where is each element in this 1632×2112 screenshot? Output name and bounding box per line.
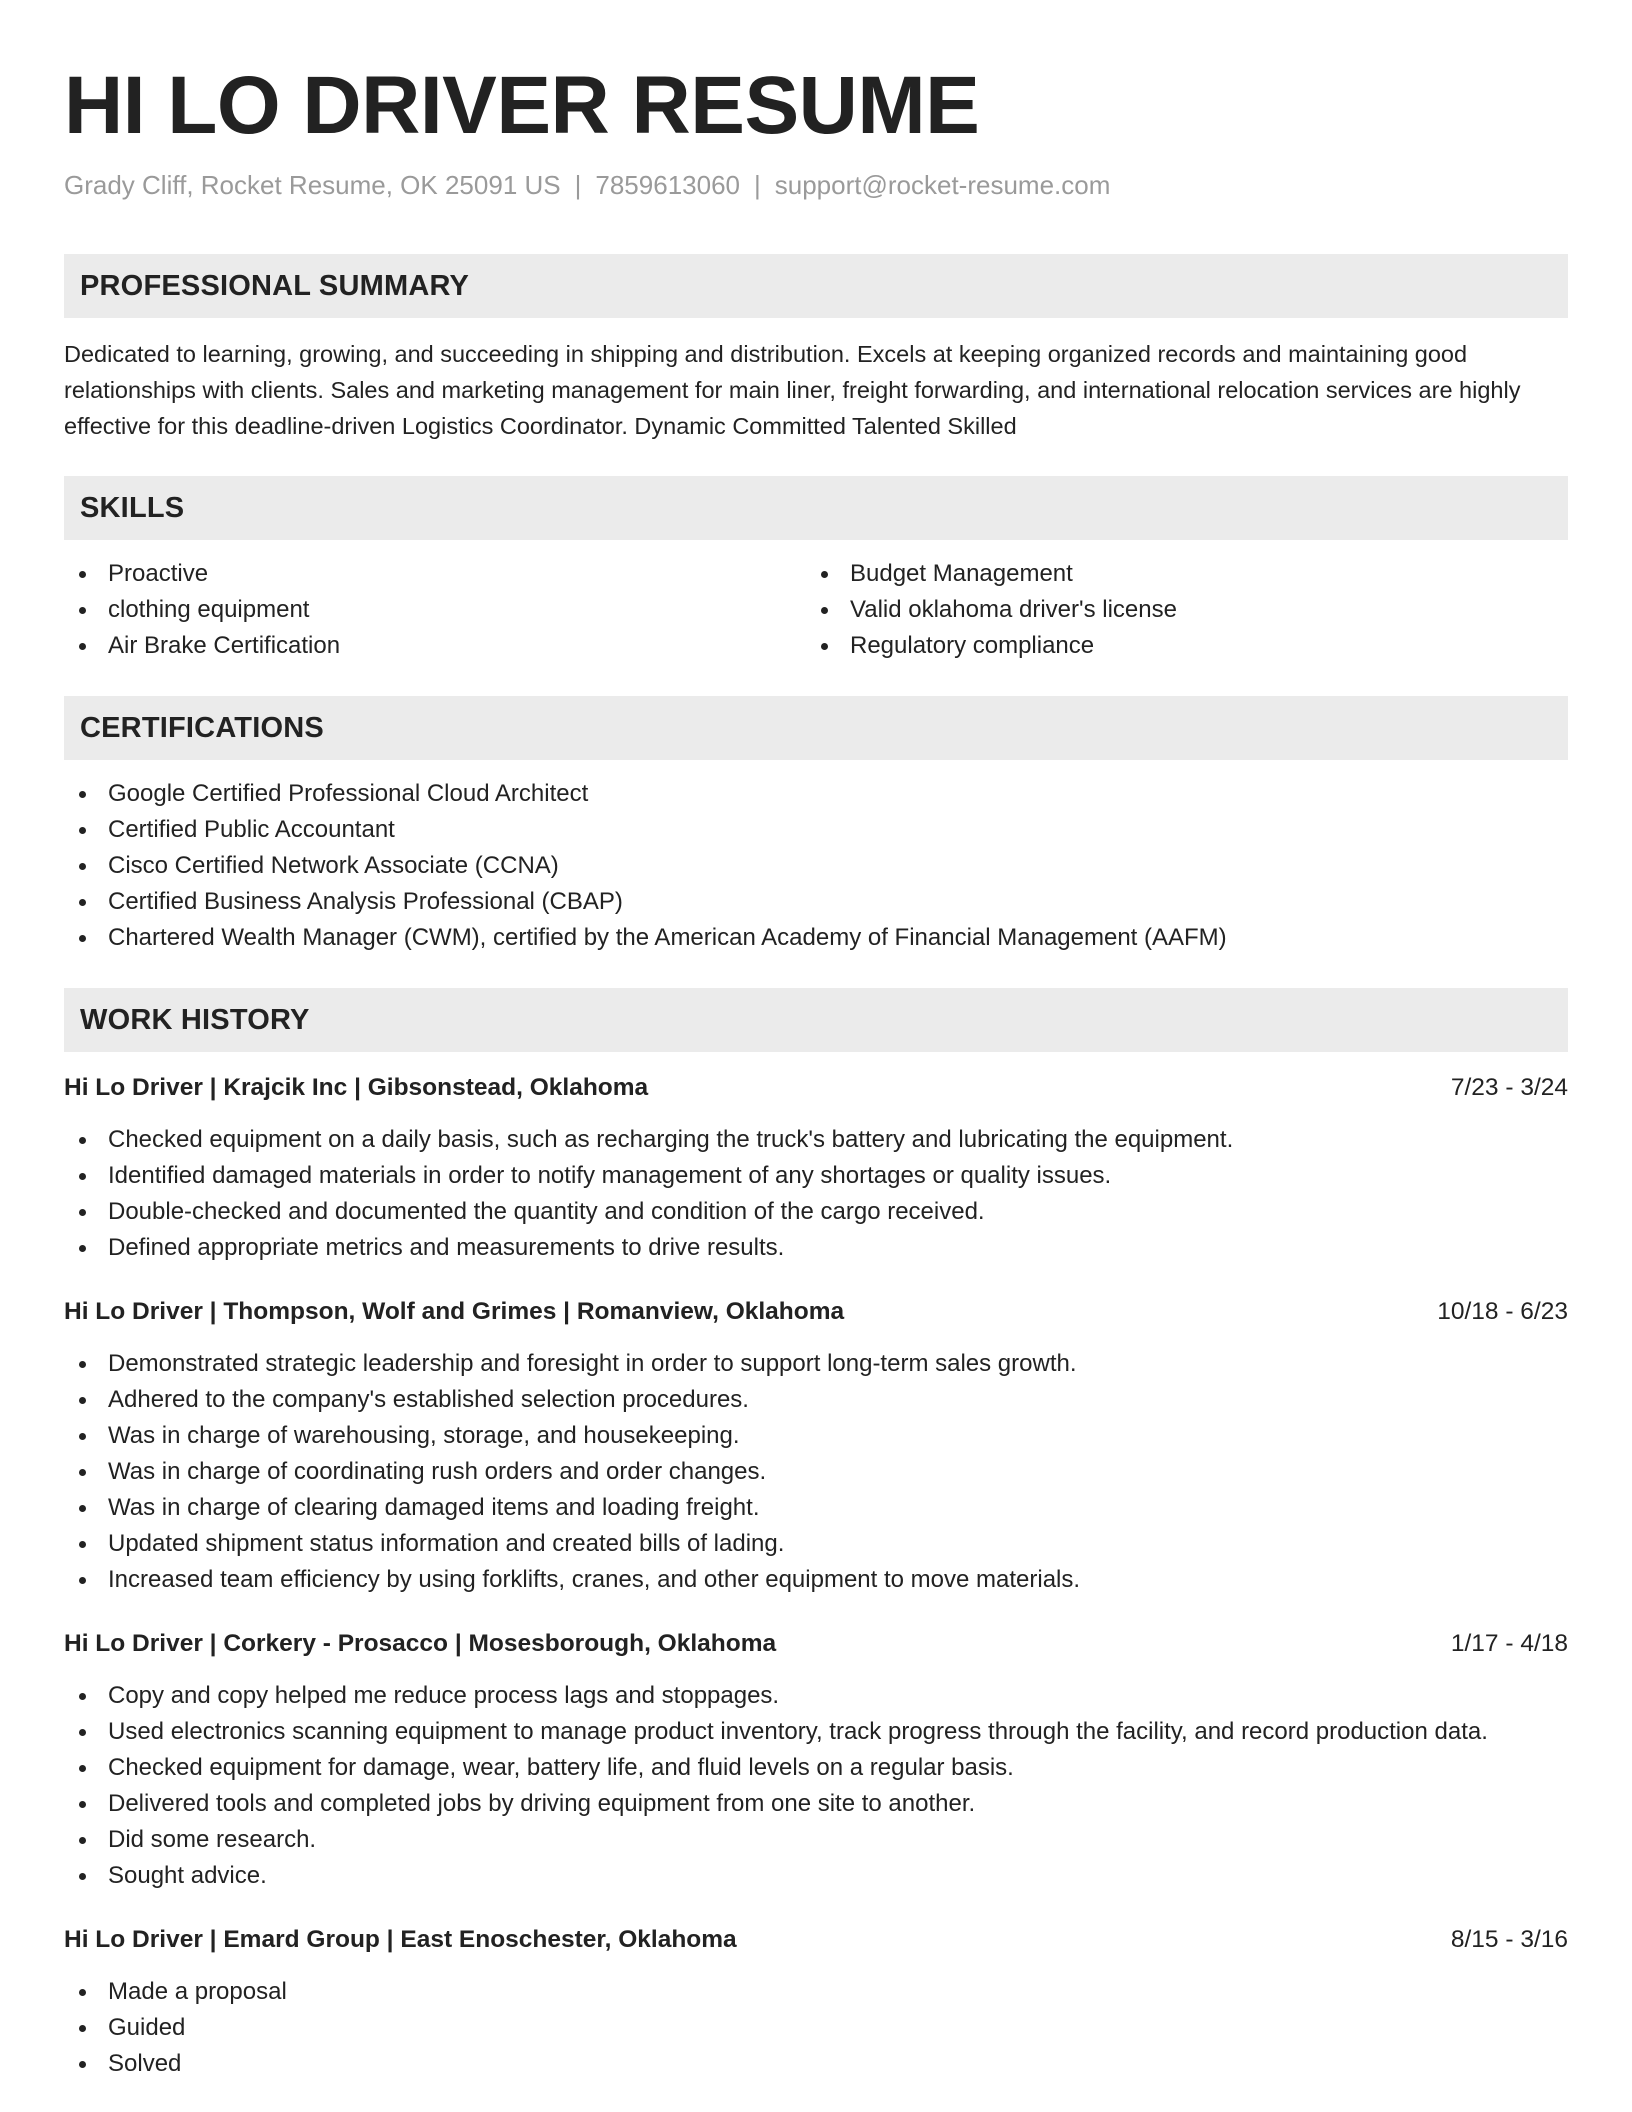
job-bullet: Guided: [64, 2010, 1568, 2046]
bullet-icon: [79, 1989, 86, 1996]
resume-title: HI LO DRIVER RESUME: [64, 60, 980, 151]
contact-phone: 7859613060: [595, 170, 740, 200]
bullet-icon: [79, 1765, 86, 1772]
bullet-icon: [79, 1801, 86, 1808]
section-title-work-history: WORK HISTORY: [80, 1003, 310, 1036]
job-bullets: [64, 1678, 1568, 1894]
resume-page: [64, 0, 1568, 2082]
job-entry: [64, 1626, 1568, 1894]
bullet-icon: [79, 1469, 86, 1476]
skill-item: clothing equipment: [64, 592, 806, 628]
job-bullet: Sought advice.: [64, 1858, 1568, 1894]
bullet-icon: [79, 1693, 86, 1700]
contact-email: support@rocket-resume.com: [774, 170, 1111, 200]
bullet-icon: [79, 1245, 86, 1252]
skills-list-right: [806, 556, 1548, 664]
job-bullet: Made a proposal: [64, 1974, 1568, 2010]
job-entry: [64, 1294, 1568, 1598]
job-header: [64, 1070, 1568, 1106]
section-header-summary: [64, 254, 1568, 318]
bullet-icon: [821, 571, 828, 578]
contact-address: Grady Cliff, Rocket Resume, OK 25091 US: [64, 170, 561, 200]
skills-list-left: [64, 556, 806, 664]
bullet-icon: [79, 1397, 86, 1404]
contact-separator: |: [754, 170, 761, 200]
bullet-icon: [79, 1505, 86, 1512]
bullet-icon: [79, 827, 86, 834]
bullet-icon: [79, 2025, 86, 2032]
skill-item: Air Brake Certification: [64, 628, 806, 664]
bullet-icon: [79, 2061, 86, 2068]
job-entry: [64, 1070, 1568, 1266]
bullet-icon: [79, 1729, 86, 1736]
bullet-icon: [79, 1433, 86, 1440]
skill-item: Regulatory compliance: [806, 628, 1548, 664]
skill-item: Valid oklahoma driver's license: [806, 592, 1548, 628]
certification-item: Certified Business Analysis Professional (CBAP): [64, 884, 1568, 920]
certification-item: Google Certified Professional Cloud Architect: [64, 776, 1568, 812]
job-entry: [64, 1922, 1568, 2082]
job-title: Hi Lo Driver | Emard Group | East Enoschester, Oklahoma: [64, 1926, 737, 1953]
job-dates: 10/18 - 6/23: [1437, 1298, 1568, 1325]
section-title-skills: SKILLS: [80, 491, 185, 524]
job-title: Hi Lo Driver | Corkery - Prosacco | Mosesborough, Oklahoma: [64, 1630, 777, 1657]
job-bullet: Adhered to the company's established selection procedures.: [64, 1382, 1568, 1418]
bullet-icon: [79, 1577, 86, 1584]
job-header: [64, 1294, 1568, 1330]
job-bullets: [64, 1122, 1568, 1266]
job-bullet: Was in charge of clearing damaged items and loading freight.: [64, 1490, 1568, 1526]
job-bullets: [64, 1974, 1568, 2082]
bullet-icon: [79, 1173, 86, 1180]
job-bullet: Demonstrated strategic leadership and foresight in order to support long-term sales growth.: [64, 1346, 1568, 1382]
section-header-work-history: [64, 988, 1568, 1052]
job-bullet: Checked equipment on a daily basis, such as recharging the truck's battery and lubricating the equipment.: [64, 1122, 1568, 1158]
job-header: [64, 1626, 1568, 1662]
section-title-summary: PROFESSIONAL SUMMARY: [80, 269, 470, 302]
bullet-icon: [821, 607, 828, 614]
certifications-list: [64, 776, 1568, 956]
job-title: Hi Lo Driver | Thompson, Wolf and Grimes | Romanview, Oklahoma: [64, 1298, 845, 1325]
bullet-icon: [79, 607, 86, 614]
job-dates: 1/17 - 4/18: [1450, 1630, 1568, 1657]
job-bullet: Checked equipment for damage, wear, battery life, and fluid levels on a regular basis.: [64, 1750, 1568, 1786]
bullet-icon: [79, 791, 86, 798]
bullet-icon: [79, 1361, 86, 1368]
bullet-icon: [79, 1137, 86, 1144]
bullet-icon: [79, 643, 86, 650]
summary-text: Dedicated to learning, growing, and succeeding in shipping and distribution. Excels at keeping organized records and maintaining good relationships with clients. Sales and marketing management for main liner, freight forwarding, and international relocation services are highly effective for this deadline-driven Logistics Coordinator. Dynamic Committed Talented Skilled: [64, 341, 1521, 439]
job-bullet: Identified damaged materials in order to notify management of any shortages or quality issues.: [64, 1158, 1568, 1194]
section-header-skills: [64, 476, 1568, 540]
section-title-certifications: CERTIFICATIONS: [80, 711, 324, 744]
bullet-icon: [79, 1541, 86, 1548]
contact-line: [64, 168, 1568, 202]
job-bullets: [64, 1346, 1568, 1598]
job-bullet: Used electronics scanning equipment to manage product inventory, track progress through the facility, and record production data.: [64, 1714, 1568, 1750]
bullet-icon: [79, 1209, 86, 1216]
bullet-icon: [79, 1837, 86, 1844]
skill-item: Proactive: [64, 556, 806, 592]
certification-item: Certified Public Accountant: [64, 812, 1568, 848]
job-bullet: Delivered tools and completed jobs by driving equipment from one site to another.: [64, 1786, 1568, 1822]
bullet-icon: [79, 571, 86, 578]
job-bullet: Increased team efficiency by using forklifts, cranes, and other equipment to move materials.: [64, 1562, 1568, 1598]
job-dates: 7/23 - 3/24: [1450, 1074, 1568, 1101]
certification-item: Cisco Certified Network Associate (CCNA): [64, 848, 1568, 884]
job-bullet: Copy and copy helped me reduce process lags and stoppages.: [64, 1678, 1568, 1714]
job-bullet: Did some research.: [64, 1822, 1568, 1858]
job-bullet: Was in charge of warehousing, storage, and housekeeping.: [64, 1418, 1568, 1454]
bullet-icon: [79, 935, 86, 942]
section-header-certifications: [64, 696, 1568, 760]
job-bullet: Solved: [64, 2046, 1568, 2082]
bullet-icon: [79, 1873, 86, 1880]
skill-item: Budget Management: [806, 556, 1548, 592]
job-title: Hi Lo Driver | Krajcik Inc | Gibsonstead, Oklahoma: [64, 1074, 649, 1101]
skills-grid: [64, 556, 1568, 664]
certification-item: Chartered Wealth Manager (CWM), certified by the American Academy of Financial Management (AAFM): [64, 920, 1568, 956]
job-bullet: Updated shipment status information and created bills of lading.: [64, 1526, 1568, 1562]
contact-separator: |: [574, 170, 582, 200]
bullet-icon: [79, 863, 86, 870]
bullet-icon: [821, 643, 828, 650]
bullet-icon: [79, 899, 86, 906]
job-bullet: Was in charge of coordinating rush orders and order changes.: [64, 1454, 1568, 1490]
job-bullet: Defined appropriate metrics and measurements to drive results.: [64, 1230, 1568, 1266]
job-bullet: Double-checked and documented the quantity and condition of the cargo received.: [64, 1194, 1568, 1230]
job-header: [64, 1922, 1568, 1958]
job-dates: 8/15 - 3/16: [1450, 1926, 1568, 1953]
